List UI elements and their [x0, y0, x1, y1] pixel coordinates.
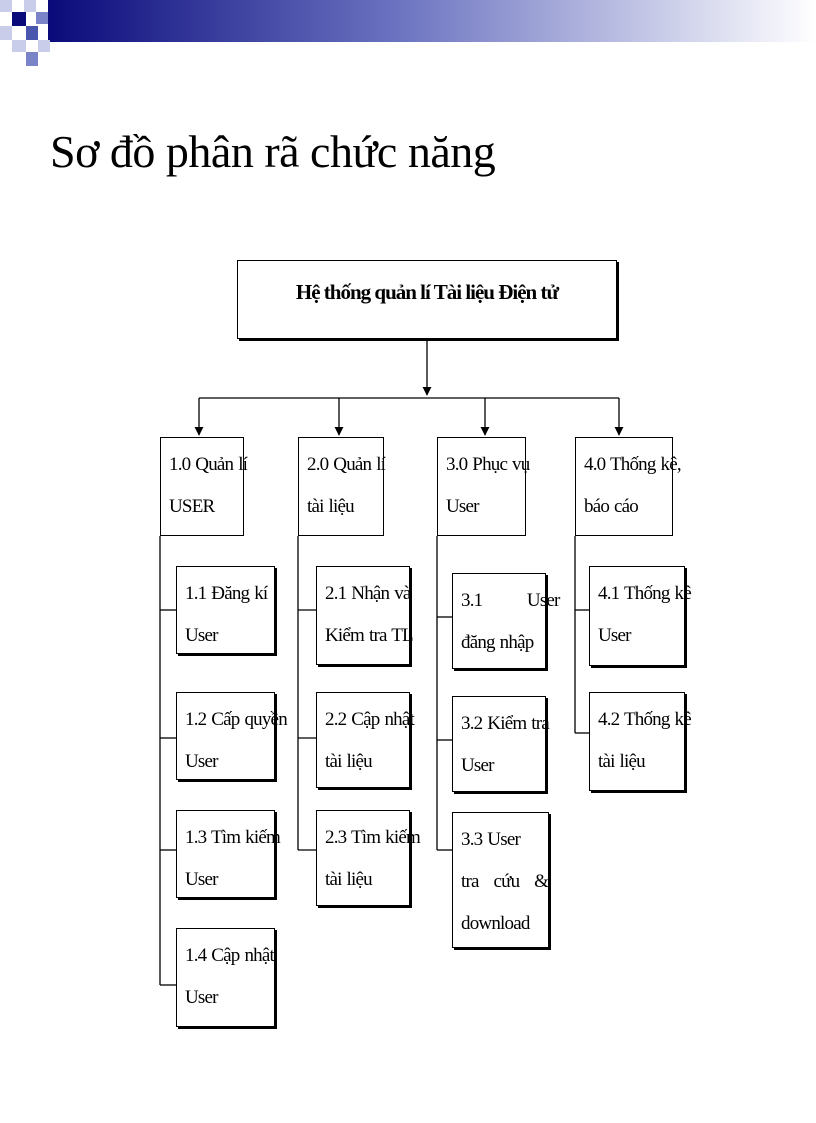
node-3-3-line-1: 3.3 User [461, 829, 520, 850]
node-1-0 [160, 437, 248, 536]
node-3-3-line-2: tra cứu & [461, 871, 549, 892]
node-2-3-line-1: 2.3 Tìm kiếm [325, 827, 420, 848]
node-2-0-line-1: 2.0 Quản lí [307, 454, 386, 475]
node-2-3-line-2: tài liệu [325, 869, 372, 890]
node-2-2-line-2: tài liệu [325, 751, 372, 772]
node-4-2-line-2: tài liệu [598, 751, 645, 772]
node-3-1-line-1: 3.1 User [461, 590, 560, 611]
node-1-4 [176, 928, 275, 1027]
node-2-1 [316, 566, 413, 665]
node-4-0-line-1: 4.0 Thống kê, [584, 454, 681, 475]
node-4-1-line-2: User [598, 625, 631, 646]
node-1-1-line-2: User [185, 625, 218, 646]
node-4-0 [575, 437, 681, 536]
node-1-3-line-1: 1.3 Tìm kiếm [185, 827, 280, 848]
node-4-2-line-1: 4.2 Thống kê [598, 709, 691, 730]
node-3-0-line-2: User [446, 496, 479, 517]
node-3-0 [437, 437, 530, 536]
node-4-1 [589, 566, 691, 666]
node-1-4-line-1: 1.4 Cập nhật [185, 945, 274, 966]
node-1-2-line-2: User [185, 751, 218, 772]
node-2-1-line-2: Kiểm tra TL [325, 625, 413, 646]
node-2-0-line-2: tài liệu [307, 496, 354, 517]
node-4-1-line-1: 4.1 Thống kê [598, 583, 691, 604]
node-3-2-line-1: 3.2 Kiểm tra [461, 713, 549, 734]
node-1-0-line-2: USER [169, 496, 215, 517]
node-1-0-line-1: 1.0 Quản lí [169, 454, 248, 475]
node-2-3 [316, 810, 420, 906]
node-1-1 [176, 566, 275, 654]
node-1-2-line-1: 1.2 Cấp quyền [185, 709, 287, 730]
node-3-1 [452, 573, 560, 669]
slide-title: Sơ đồ phân rã chức năng [50, 126, 496, 177]
node-4-2 [589, 692, 691, 791]
node-2-2 [316, 692, 414, 788]
node-4-0-line-2: báo cáo [584, 496, 638, 517]
node-1-2 [176, 692, 287, 780]
node-3-2 [452, 696, 549, 792]
node-1-3 [176, 810, 280, 898]
node-3-0-line-1: 3.0 Phục vụ [446, 454, 530, 475]
node-3-3 [452, 812, 549, 948]
node-2-0 [298, 437, 384, 536]
node-1-3-line-2: User [185, 869, 218, 890]
node-2-2-line-1: 2.2 Cập nhật [325, 709, 414, 730]
node-3-3-line-3: download [461, 913, 530, 934]
root-node: Hệ thống quản lí Tài liệu Điện tử [237, 260, 617, 339]
node-3-1-line-2: đăng nhập [461, 632, 534, 653]
node-1-4-line-2: User [185, 987, 218, 1008]
node-1-1-line-1: 1.1 Đăng kí [185, 583, 268, 604]
node-3-2-line-2: User [461, 755, 494, 776]
node-2-1-line-1: 2.1 Nhận và [325, 583, 411, 604]
